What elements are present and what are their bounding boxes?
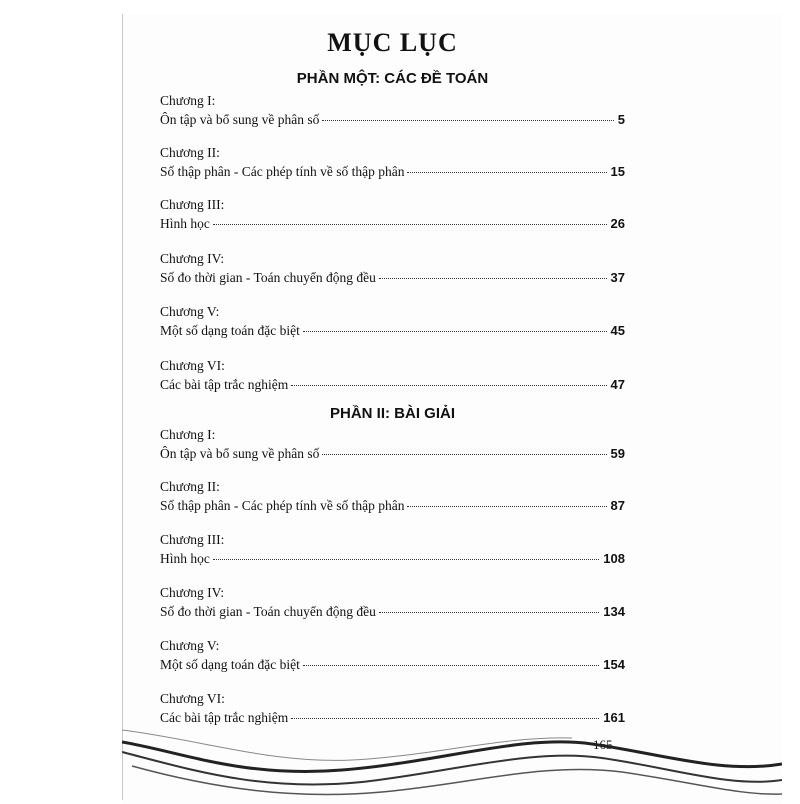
dot-leader (379, 278, 607, 279)
toc-entry (160, 91, 625, 129)
part-heading: PHẦN MỘT: CÁC ĐỀ TOÁN (296, 70, 489, 87)
dot-leader (303, 331, 607, 332)
chapter-title: Số đo thời gian - Toán chuyển động đều (160, 270, 376, 285)
toc-entry (160, 195, 625, 233)
toc-entry (160, 477, 625, 515)
chapter-title: Hình học (160, 551, 210, 566)
toc-entry (160, 530, 625, 568)
chapter-label: Chương VI: (160, 691, 225, 706)
chapter-label: Chương III: (160, 532, 225, 547)
page-ref: 47 (610, 377, 625, 392)
page-title: MỤC LỤC (327, 28, 458, 57)
page-ref: 87 (610, 498, 625, 513)
chapter-title: Số thập phân - Các phép tính về số thập phân (160, 498, 405, 513)
dot-leader (291, 385, 606, 386)
chapter-title: Một số dạng toán đặc biệt (160, 657, 300, 672)
decorative-swoosh (122, 700, 782, 800)
toc-entry (160, 143, 625, 181)
page-edge (122, 14, 123, 800)
toc-entry (160, 636, 625, 674)
chapter-title: Các bài tập trắc nghiệm (160, 710, 289, 725)
chapter-title: Số đo thời gian - Toán chuyển động đều (160, 604, 376, 619)
toc-entry (160, 302, 625, 340)
page-ref: 37 (610, 270, 625, 285)
page-ref: 26 (610, 216, 625, 231)
page-ref: 5 (617, 112, 625, 127)
chapter-label: Chương VI: (160, 358, 225, 373)
chapter-title: Các bài tập trắc nghiệm (160, 377, 289, 392)
dot-leader (322, 120, 613, 121)
dot-leader (379, 612, 599, 613)
chapter-label: Chương V: (160, 304, 220, 319)
chapter-label: Chương IV: (160, 585, 225, 600)
chapter-label: Chương IV: (160, 251, 225, 266)
chapter-label: Chương V: (160, 638, 220, 653)
chapter-title: Một số dạng toán đặc biệt (160, 323, 300, 338)
part-heading: PHẦN II: BÀI GIẢI (329, 405, 455, 422)
dot-leader (213, 224, 607, 225)
chapter-label: Chương I: (160, 93, 216, 108)
page-ref: 45 (610, 323, 625, 338)
toc-entry (160, 356, 625, 394)
toc-entry (160, 425, 625, 463)
dot-leader (407, 172, 606, 173)
page-number: 165 (593, 737, 613, 752)
page-ref: 15 (610, 164, 625, 179)
page-ref: 108 (603, 551, 625, 566)
toc-entry (160, 249, 625, 287)
toc-entry (160, 583, 625, 621)
dot-leader (322, 454, 606, 455)
chapter-label: Chương II: (160, 145, 220, 160)
page-ref: 154 (603, 657, 625, 672)
chapter-label: Chương III: (160, 197, 225, 212)
dot-leader (407, 506, 606, 507)
page-ref: 161 (603, 710, 625, 725)
chapter-label: Chương II: (160, 479, 220, 494)
page-ref: 59 (610, 446, 625, 461)
chapter-title: Ôn tập và bổ sung về phân số (160, 112, 320, 127)
chapter-title: Số thập phân - Các phép tính về số thập phân (160, 164, 405, 179)
dot-leader (213, 559, 599, 560)
chapter-title: Ôn tập và bổ sung về phân số (160, 446, 320, 461)
chapter-label: Chương I: (160, 427, 216, 442)
chapter-title: Hình học (160, 216, 210, 231)
dot-leader (303, 665, 599, 666)
page-ref: 134 (603, 604, 625, 619)
